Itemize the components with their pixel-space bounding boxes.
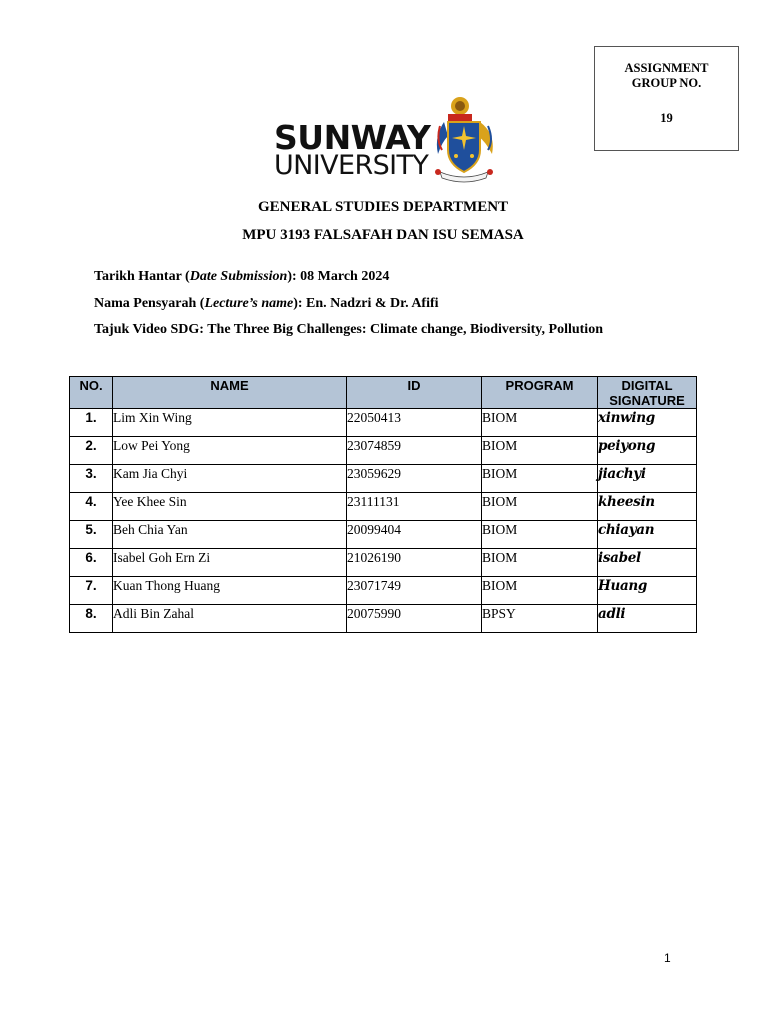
header-id: ID [347,377,482,409]
row-number: 7. [70,577,113,605]
member-program: BIOM [482,577,598,605]
member-id: 23111131 [347,493,482,521]
table-row [70,437,697,465]
table-row [70,465,697,493]
member-name: Kuan Thong Huang [113,577,347,605]
member-program: BIOM [482,465,598,493]
assignment-group-box [594,46,739,151]
header-name: NAME [113,377,347,409]
lecturer-line: Nama Pensyarah (Lecture’s name): En. Nadzri & Dr. Afifi [94,296,439,311]
submission-date-line: Tarikh Hantar (Date Submission): 08 March 2024 [94,269,390,284]
logo-wordmark-sunway: SUNWAY [274,118,431,157]
member-id: 23074859 [347,437,482,465]
table-row [70,521,697,549]
member-program: BPSY [482,605,598,633]
member-name: Isabel Goh Ern Zi [113,549,347,577]
page-number: 1 [664,951,671,965]
member-signature: jiachyi [598,465,697,493]
member-id: 20075990 [347,605,482,633]
row-number: 1. [70,409,113,437]
member-program: BIOM [482,521,598,549]
table-row [70,493,697,521]
assignment-group-number: 19 [660,111,673,125]
table-header-row [70,377,697,409]
lecturer-value: En. Nadzri & Dr. Afifi [306,296,439,311]
member-program: BIOM [482,409,598,437]
row-number: 5. [70,521,113,549]
course-title: MPU 3193 FALSAFAH DAN ISU SEMASA [242,227,524,243]
crest-icon [434,92,498,184]
header-no: NO. [70,377,113,409]
row-number: 2. [70,437,113,465]
member-name: Yee Khee Sin [113,493,347,521]
logo-wordmark-university: UNIVERSITY [274,150,429,181]
member-id: 23059629 [347,465,482,493]
member-program: BIOM [482,549,598,577]
member-signature: chiayan [598,521,697,549]
member-id: 22050413 [347,409,482,437]
member-signature: isabel [598,549,697,577]
sunway-university-logo [274,92,498,184]
member-signature: kheesin [598,493,697,521]
member-name: Adli Bin Zahal [113,605,347,633]
table-row [70,549,697,577]
row-number: 4. [70,493,113,521]
member-id: 20099404 [347,521,482,549]
header-digital-signature: DIGITAL SIGNATURE [598,377,697,409]
video-title-value: The Three Big Challenges: Climate change, Biodiversity, Pollution [207,322,603,337]
table-row [70,577,697,605]
table-row [70,605,697,633]
member-id: 23071749 [347,577,482,605]
submission-date-value: 08 March 2024 [300,269,390,284]
member-name: Lim Xin Wing [113,409,347,437]
member-program: BIOM [482,493,598,521]
row-number: 6. [70,549,113,577]
member-name: Beh Chia Yan [113,521,347,549]
video-title-line: Tajuk Video SDG: The Three Big Challenges: Climate change, Biodiversity, Pollution [94,322,603,337]
member-id: 21026190 [347,549,482,577]
member-program: BIOM [482,437,598,465]
member-name: Low Pei Yong [113,437,347,465]
member-signature: peiyong [598,437,697,465]
assignment-group-label: ASSIGNMENT GROUP NO. [624,61,709,90]
row-number: 8. [70,605,113,633]
group-members-table [69,376,697,633]
row-number: 3. [70,465,113,493]
member-signature: adli [598,605,697,633]
department-title: GENERAL STUDIES DEPARTMENT [257,199,509,215]
header-program: PROGRAM [482,377,598,409]
member-name: Kam Jia Chyi [113,465,347,493]
member-signature: xinwing [598,409,697,437]
table-row [70,409,697,437]
member-signature: Huang [598,577,697,605]
